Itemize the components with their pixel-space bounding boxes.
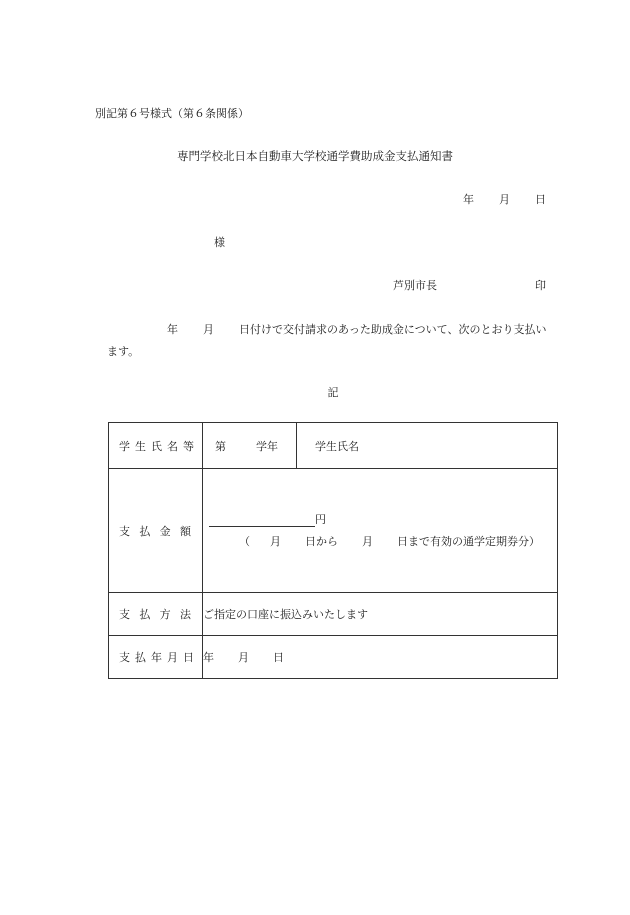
- label-paydate: [109, 636, 203, 679]
- label-amount: [109, 469, 203, 593]
- ki-heading: 記: [327, 386, 339, 399]
- amount-underline: [209, 513, 315, 527]
- student-name-field: [297, 423, 359, 468]
- label-char: 支: [119, 608, 130, 621]
- label-char: 月: [167, 651, 178, 664]
- row-method: [109, 593, 558, 636]
- period-day-from: 日から: [305, 535, 338, 548]
- label-char: 学: [119, 439, 130, 453]
- body-year: 年: [167, 323, 178, 336]
- grade-suffix: 学年: [256, 439, 278, 453]
- open-paren: （: [239, 535, 250, 548]
- body-text: 日付けで交付請求のあった助成金について、次のとおり支払い: [239, 323, 547, 336]
- date-month: 月: [499, 193, 510, 206]
- row-amount: [109, 469, 558, 593]
- row-paydate: [109, 636, 558, 679]
- paydate-value: [203, 636, 558, 679]
- label-char: 金: [159, 524, 171, 538]
- label-char: 等: [183, 439, 194, 453]
- yen-label: 円: [315, 513, 326, 526]
- label-char: 年: [151, 651, 162, 664]
- paydate-day: 日: [273, 651, 284, 664]
- issuer: 芦別市長: [393, 279, 437, 292]
- body-continuation: ます。: [107, 345, 140, 358]
- document-title: 専門学校北日本自動車大学校通学費助成金支払通知書: [177, 149, 453, 163]
- label-char: 額: [179, 524, 191, 538]
- date-year: 年: [463, 193, 474, 206]
- label-char: 法: [179, 608, 191, 621]
- label-char: 氏: [151, 439, 162, 453]
- body-month: 月: [203, 323, 214, 336]
- label-char: 支: [119, 651, 130, 664]
- label-char: 生: [135, 439, 146, 453]
- label-char: 払: [139, 608, 151, 621]
- label-char: 方: [159, 608, 171, 621]
- label-char: 日: [183, 651, 194, 664]
- student-name-label: 学生氏名: [315, 439, 359, 453]
- period-month-until: 月: [362, 535, 373, 548]
- label-char: 名: [167, 439, 178, 453]
- period-month-from: 月: [270, 535, 281, 548]
- pass-period: [239, 533, 540, 549]
- paydate-year: 年: [203, 651, 214, 664]
- paydate-month: 月: [238, 651, 249, 664]
- row-student: [109, 423, 558, 469]
- period-until-text: 日まで有効の通学定期券分）: [397, 535, 540, 548]
- student-value: [203, 423, 558, 469]
- label-char: 払: [135, 651, 146, 664]
- label-char: 支: [119, 524, 130, 538]
- amount-value: [203, 469, 558, 593]
- method-value: ご指定の口座に振込みいたします: [203, 593, 558, 636]
- amount-line-row: [203, 511, 326, 527]
- grade-field: [203, 423, 297, 468]
- label-method: [109, 593, 203, 636]
- form-label: 別記第６号様式（第６条関係）: [95, 107, 249, 120]
- date-day: 日: [535, 193, 546, 206]
- label-student: [109, 423, 203, 469]
- grade-prefix: 第: [215, 439, 226, 453]
- detail-table: [108, 422, 558, 679]
- seal-mark: 印: [535, 279, 546, 292]
- addressee-suffix: 様: [214, 236, 225, 249]
- label-char: 払: [139, 524, 151, 538]
